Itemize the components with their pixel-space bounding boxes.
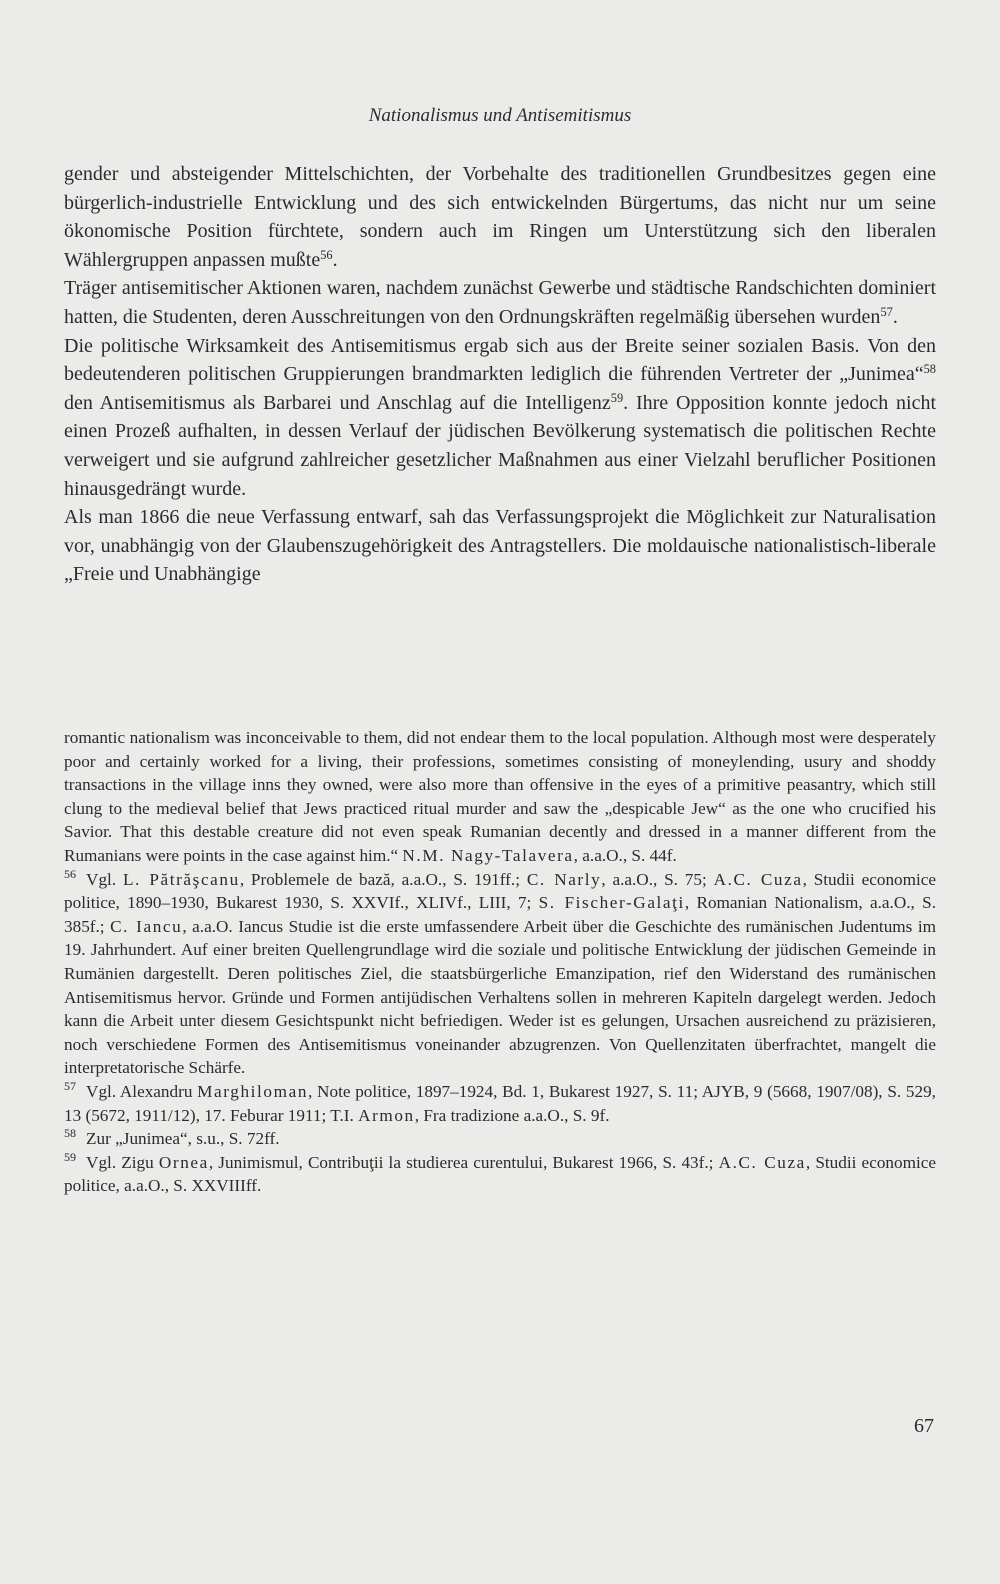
page-number: 67 bbox=[914, 1415, 934, 1437]
footnote-59-text-c: , Studii economice politice, a.a.O., S. XXVIIIff. bbox=[64, 1152, 937, 1196]
paragraph-2-text: Träger antisemitischer Aktionen waren, nachdem zunächst Gewerbe und städtische Randschichten dominiert hatten, die Studenten, deren Ausschreitungen von den Ordnungskräften regelmäßig übersehen wurden bbox=[64, 277, 936, 328]
footnote-56 bbox=[64, 868, 936, 1080]
cited-author: Marghiloman bbox=[197, 1081, 309, 1101]
footnote-56-text-b: , Problemele de bază, a.a.O., S. 191ff.; bbox=[239, 869, 527, 889]
footnote-ref-58[interactable]: 58 bbox=[923, 362, 936, 377]
footnote-56-text-f: , a.a.O. Iancus Studie ist die erste umfassendere Arbeit über die Geschichte des rumänischen Judentums im 19. Jahrhundert. Auf einer breiten Quellengrundlage wird die soziale und politische Entwicklung der jüdischen Gemeinde in Rumänien dargestellt. Deren politisches Ziel, die staatsbürgerliche Emanzipation, rief den Widerstand des rumänischen Antisemitismus hervor. Gründe und Formen antijüdischen Verhaltens sollen in mehreren Kapiteln dargelegt werden. Jedoch kann die Arbeit unter diesem Gesichtspunkt nicht befriedigen. Weder ist es gelungen, Ursachen ausreichend zu präzisieren, noch verschiedene Formen des Antisemitismus voneinander abzugrenzen. Von Quellenzitaten überfrachtet, mangelt die interpretatorische Schärfe. bbox=[64, 916, 937, 1078]
paragraph-3-text-b: den Antisemitismus als Barbarei und Anschlag auf die Intelligenz bbox=[64, 391, 611, 414]
cited-author: C. Narly bbox=[526, 869, 602, 889]
paragraph-2 bbox=[64, 274, 936, 331]
main-text bbox=[64, 160, 936, 589]
cited-author: S. Fischer-Galaţi bbox=[538, 893, 685, 913]
paragraph-3 bbox=[64, 332, 936, 504]
footnote-continued-end: , a.a.O., S. 44f. bbox=[573, 845, 677, 865]
footnote-continued bbox=[64, 726, 936, 868]
footnote-57-text-c: , Fra tradizione a.a.O., S. 9f. bbox=[414, 1105, 610, 1125]
cited-author: Ornea bbox=[158, 1152, 209, 1172]
running-title: Nationalismus und Antisemitismus bbox=[368, 105, 632, 126]
paragraph-1-text: gender und absteigender Mittelschichten, der Vorbehalte des traditionellen Grundbesitzes gegen eine bürgerlich-industrielle Entwicklung und des sich entwickelnden Bürgertums, das nicht nur um seine ökonomische Position fürchtete, sondern auch im Ringen um Unterstützung sich den liberalen Wählergruppen anpassen mußte bbox=[64, 163, 936, 271]
paragraph-1 bbox=[64, 160, 936, 274]
cited-author: N.M. Nagy-Talavera bbox=[402, 845, 574, 865]
footnote-58-text: Zur „Junimea“, s.u., S. 72ff. bbox=[86, 1129, 280, 1149]
footnote-59-text-a: Vgl. Zigu bbox=[86, 1152, 159, 1172]
footnote-57-text-b: , Note politice, 1897–1924, Bd. 1, Bukarest 1927, S. 11; AJYB, 9 (5668, 1907/08), S. 529, 13 (5672, 1911/12), 17. Feburar 1911; T.I. bbox=[64, 1081, 936, 1125]
cited-author: L. Pătrăşcanu bbox=[122, 869, 240, 889]
footnote-56-text-c: , a.a.O., S. 75; bbox=[601, 869, 714, 889]
footnote-59 bbox=[64, 1151, 936, 1198]
paragraph-2-end: . bbox=[892, 305, 898, 328]
footnote-number-59: 59 bbox=[64, 1150, 77, 1165]
footnote-ref-57[interactable]: 57 bbox=[880, 305, 893, 320]
footnotes bbox=[64, 726, 936, 1198]
cited-author: Armon bbox=[358, 1105, 415, 1125]
paragraph-3-text-c: . Ihre Opposition konnte jedoch nicht einen Prozeß aufhalten, in dessen Verlauf der jüdischen Bevölkerung systematisch die politischen Rechte verweigert und sie aufgrund zahlreicher gesetzlicher Maßnahmen aus einer Vielzahl beruflicher Positionen hinausgedrängt wurde. bbox=[64, 391, 937, 500]
footnote-number-56: 56 bbox=[64, 866, 77, 881]
paragraph-4: Als man 1866 die neue Verfassung entwarf, sah das Verfassungsprojekt die Möglichkeit zur Naturalisation vor, unabhängig von der Glaubenszugehörigkeit des Antragstellers. Die moldauische nationalistisch-liberale „Freie und Unabhängige bbox=[64, 506, 936, 586]
footnote-continued-text: romantic nationalism was inconceivable to them, did not endear them to the local population. Although most were desperately poor and certainly worked for a living, their professions, sometimes consisting of moneylending, usury and shoddy transactions in the village inns they owned, were also more than offensive in the eyes of a primitive peasantry, which still clung to the medieval belief that Jews practiced ritual murder and saw the „despicable Jew“ as the one who crucified his Savior. That this destable creature did not even speak Rumanian decently and dressed in a manner different from the Rumanians were points in the case against him.“ bbox=[64, 728, 936, 865]
footnote-56-text-a: Vgl. bbox=[86, 869, 123, 889]
footnote-number-58: 58 bbox=[64, 1126, 77, 1141]
footnote-59-text-b: , Junimismul, Contribuţii la studierea curentului, Bukarest 1966, S. 43f.; bbox=[208, 1152, 719, 1172]
cited-author: C. Iancu bbox=[110, 916, 183, 936]
paragraph-1-end: . bbox=[332, 248, 338, 271]
footnote-58 bbox=[64, 1127, 936, 1151]
footnote-number-57: 57 bbox=[64, 1079, 77, 1094]
footnote-ref-56[interactable]: 56 bbox=[320, 247, 333, 262]
footnote-56-text-d: , Studii economice politice, 1890–1930, Bukarest 1930, S. XXVIf., XLIVf., LIII, 7; bbox=[64, 869, 937, 913]
footnote-57-text-a: Vgl. Alexandru bbox=[86, 1081, 198, 1101]
footnote-56-text-e: , Romanian Nationalism, a.a.O., S. 385f.; bbox=[64, 893, 936, 936]
paragraph-3-text-a: Die politische Wirksamkeit des Antisemitismus ergab sich aus der Breite seiner sozialen Basis. Von den bedeutenderen politischen Gruppierungen brandmarkten lediglich die führenden Vertreter der „Junimea“ bbox=[64, 334, 936, 386]
cited-author: A.C. Cuza bbox=[718, 1152, 806, 1172]
footnote-ref-59[interactable]: 59 bbox=[610, 390, 624, 405]
footnote-57 bbox=[64, 1080, 936, 1127]
cited-author: A.C. Cuza bbox=[713, 869, 803, 889]
